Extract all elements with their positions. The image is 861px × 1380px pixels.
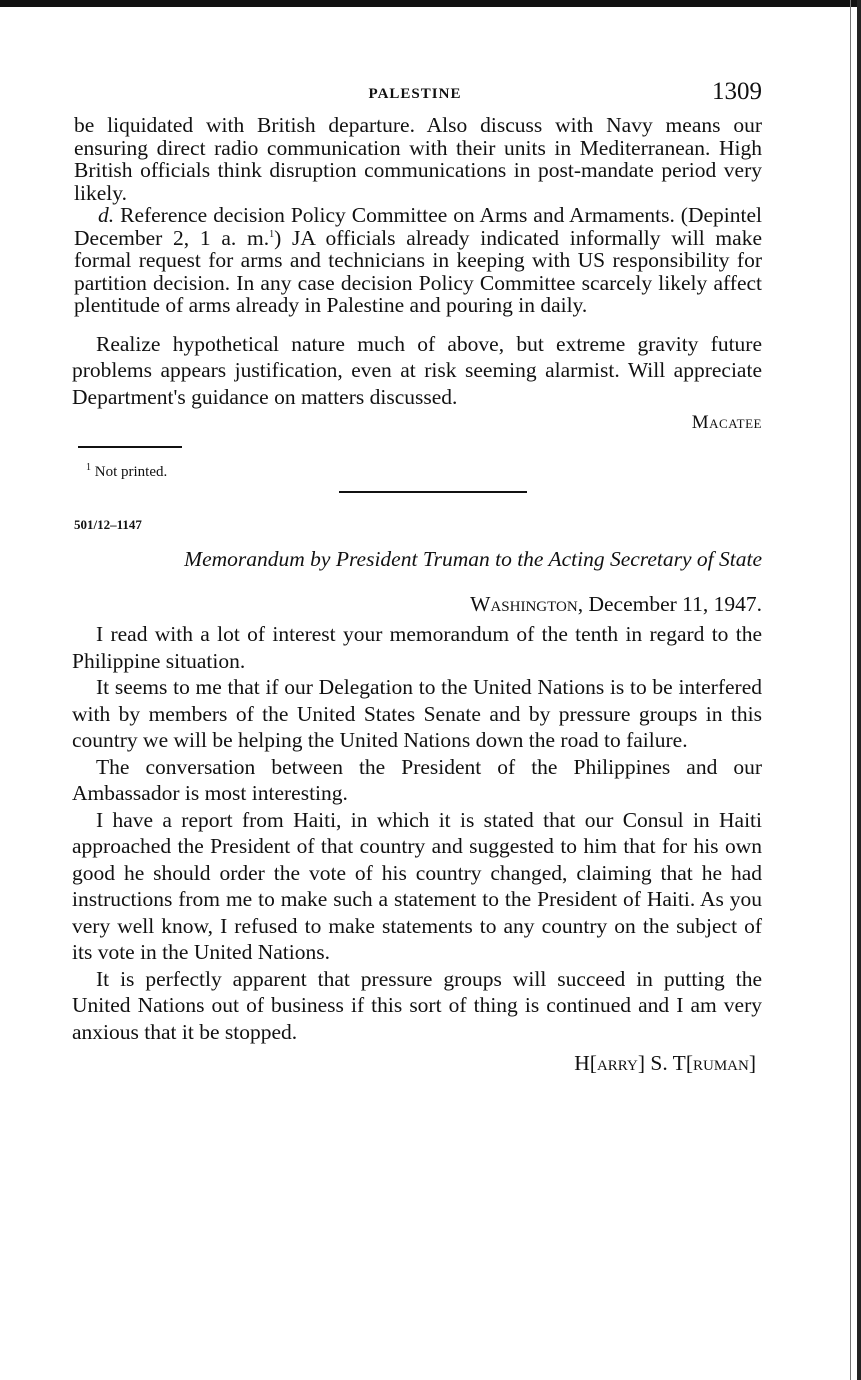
memo-paragraph-3: The conversation between the President of the Philippines and our Ambassador is most interesting.: [72, 754, 762, 805]
dateline-place: Washington: [470, 592, 578, 616]
footnote-marker: 1: [86, 462, 91, 473]
page-header: [68, 78, 762, 114]
signature-part-4: ruman: [692, 1051, 749, 1075]
page-top-border: [0, 0, 861, 7]
footnote-reference: 1: [269, 228, 275, 240]
memo-paragraph-4: I have a report from Haiti, in which it is stated that our Consul in Haiti approached the President of that country and suggested to him that for his own good he should order the vote of his country changed, claiming that he had instructions from me to make such a statement to the President of Haiti. As you very well know, I refused to make statements to any country on the subject of its vote in the United Nations.: [72, 807, 762, 964]
item-d-label: d.: [98, 203, 115, 227]
document-page: [68, 78, 762, 1076]
page-number: 1309: [712, 78, 762, 105]
closing-paragraph: Realize hypothetical nature much of above, but extreme gravity future problems appears justification, even at risk seeming alarmist. Will appreciate Department's guidance on matters discussed.: [72, 331, 762, 409]
dateline-date: , December 11, 1947.: [577, 592, 762, 616]
memo-paragraph-5: It is perfectly apparent that pressure groups will succeed in putting the United Nations out of business if this sort of thing is continued and I am very anxious that it be stopped.: [72, 966, 762, 1044]
footnote: [86, 464, 762, 481]
paragraph-gap: [68, 317, 762, 331]
document-title: Memorandum by President Truman to the Acting Secretary of State: [184, 547, 762, 571]
page-right-edge-line: [850, 0, 851, 1380]
signature-part-5: ]: [748, 1051, 756, 1075]
item-d-text-before: Reference decision Policy Committee on Arms and Armaments. (Depintel December 2, 1 a. m.: [74, 203, 762, 250]
footnote-text: Not printed.: [94, 464, 168, 480]
footnote-rule: [78, 446, 182, 448]
signature-part-1: H[: [574, 1051, 597, 1075]
page-right-border: [857, 0, 861, 1380]
item-d-paragraph: [68, 204, 762, 317]
continuation-paragraph: be liquidated with British departure. Also discuss with Navy means our ensuring direct radio communication with their units in Mediterranean. High British officials think disruption communications in post-mandate period very likely.: [74, 113, 762, 205]
dateline: [68, 592, 762, 617]
memo-paragraph-2: It seems to me that if our Delegation to the United Nations is to be interfered with by members of the United States Senate and by pressure groups in this country we will be helping the United Nations down the road to failure.: [72, 675, 762, 752]
signature-part-3: ] S. T[: [637, 1051, 693, 1075]
section-separator: [339, 491, 527, 493]
document-file-number: 501/12–1147: [74, 517, 142, 532]
signature-part-2: arry: [596, 1051, 638, 1075]
memo-signature: [68, 1051, 762, 1076]
memo-paragraph-1: I read with a lot of interest your memorandum of the tenth in regard to the Philippine situation.: [72, 622, 762, 673]
signer-name: Macatee: [691, 412, 762, 433]
item-d-text-after: ) JA officials already indicated informally will make formal request for arms and technicians in keeping with US responsibility for partition decision. In any case decision Policy Committee scarcely likely affect plentitude of arms already in Palestine and pouring in daily.: [74, 225, 762, 317]
running-head: PALESTINE: [368, 86, 462, 102]
